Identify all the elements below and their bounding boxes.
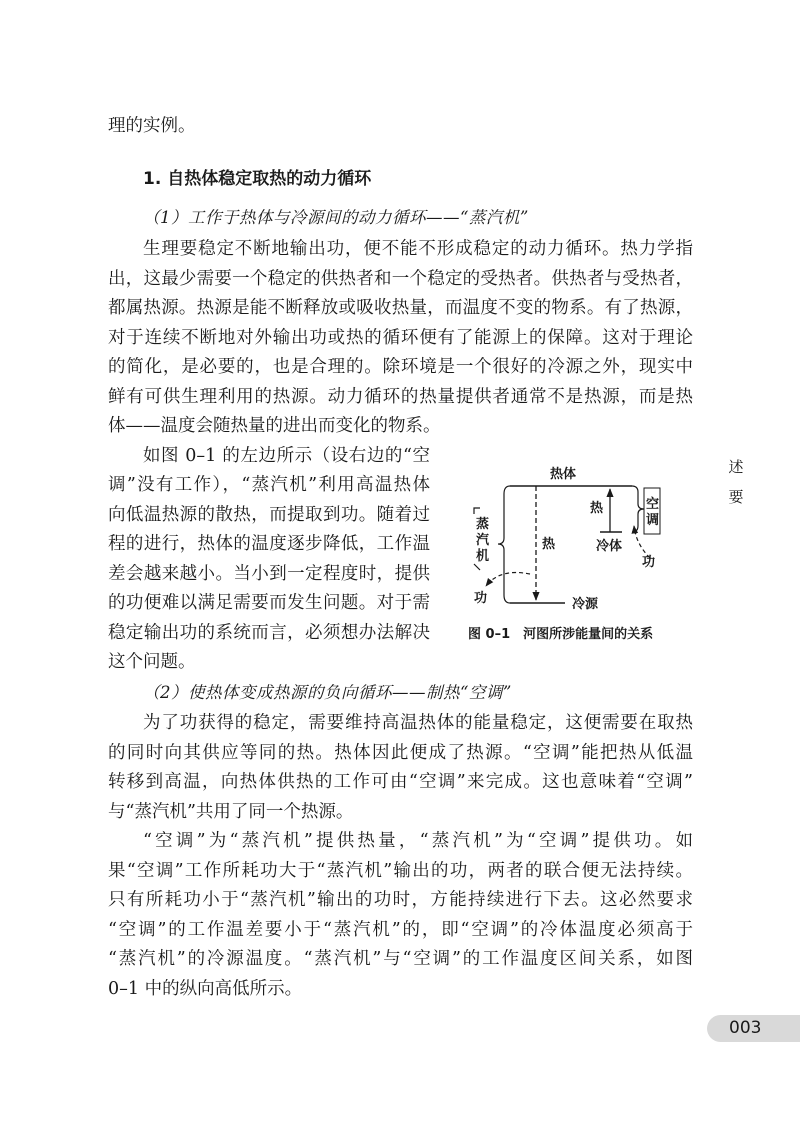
work-label-left: 功 (474, 591, 488, 606)
text-line: 如图 0–1 的左边所示（设右边的“空 (143, 446, 430, 466)
steam-engine-char: 汽 (476, 533, 490, 548)
figure-caption: 图 0–1 河图所涉能量间的关系 (468, 627, 654, 642)
page-number-tab (707, 1015, 800, 1042)
side-tab-char: 要 (728, 488, 744, 506)
ac-brace (632, 486, 644, 532)
steam-engine-char: 蒸 (476, 517, 490, 532)
section-heading: 1. 自热体稳定取热的动力循环 (143, 169, 372, 189)
heat-label: 热 (542, 537, 556, 552)
text-line: 鲜有可供生理利用的热源。动力循环的热量提供者通常不是热源，而是热 (108, 387, 693, 407)
text-line: 体——温度会随热量的进出而变化的物系。 (108, 416, 441, 436)
work-arrow (486, 573, 530, 587)
text-line: 调”没有工作），“蒸汽机”利用高温热体 (108, 475, 430, 495)
text-line: “蒸汽机”的冷源温度。“蒸汽机”与“空调”的工作温度区间关系，如图 (108, 949, 693, 969)
text-line: 与“蒸汽机”共用了同一个热源。 (108, 802, 354, 822)
text-line: 的功便难以满足需要而发生问题。对于需 (108, 593, 430, 613)
steam-engine-brace (498, 486, 510, 603)
text-line: 生理要稳定不断地输出功，便不能不形成稳定的动力循环。热力学指 (143, 239, 693, 259)
text-line: “空调”为“蒸汽机”提供热量，“蒸汽机”为“空调”提供功。如 (143, 831, 693, 851)
text-line: 差会越来越小。当小到一定程度时，提供 (108, 564, 430, 584)
text-line: 这个问题。 (108, 652, 196, 672)
text-line: 程的进行，热体的温度逐步降低，工作温 (108, 534, 430, 554)
hot-body-label: 热体 (550, 467, 577, 482)
text-line: 的同时向其供应等同的热。热体因此便成了热源。“空调”能把热从低温 (108, 743, 693, 763)
text-line: 对于连续不断地对外输出功或热的循环便有了能源上的保障。这对于理论 (108, 328, 693, 348)
subsection-title-1: （1）工作于热体与冷源间的动力循环——“蒸汽机” (143, 208, 529, 227)
text-line: 向低温热源的散热，而提取到功。随着过 (108, 505, 430, 525)
steam-engine-char: 机 (476, 549, 490, 564)
side-tab-char: 述 (728, 458, 744, 476)
ac-char: 调 (646, 513, 660, 528)
ac-heat-label: 热 (590, 501, 604, 516)
text-line: 只有所耗功小于“蒸汽机”输出的功时，方能持续进行下去。这必然要求 (108, 890, 693, 910)
text-line: 出，这最少需要一个稳定的供热者和一个稳定的受热者。供热者与受热者， (108, 269, 693, 289)
page-number: 003 (729, 1018, 762, 1038)
text-line: 果“空调”工作所耗功大于“蒸汽机”输出的功，两者的联合便无法持续。 (108, 861, 693, 881)
text-line: 0–1 中的纵向高低所示。 (108, 979, 303, 999)
text-line: 为了功获得的稳定，需要维持高温热体的能量稳定，这便需要在取热 (143, 713, 693, 733)
subsection-title-2: （2）使热体变成热源的负向循环——制热“空调” (143, 683, 512, 702)
text-line: 理的实例。 (108, 116, 196, 136)
text-line: 的简化，是必要的，也是合理的。除环境是一个很好的冷源之外，现实中 (108, 357, 693, 377)
text-line: 都属热源。热源是能不断释放或吸收热量，而温度不变的物系。有了热源， (108, 298, 693, 318)
ac-char: 空 (646, 497, 660, 512)
text-line: “空调”的工作温差要小于“蒸汽机”的，即“空调”的冷体温度必须高于 (108, 920, 693, 940)
work-label-right: 功 (642, 555, 656, 570)
text-line: 转移到高温，向热体供热的工作可由“空调”来完成。这也意味着“空调” (108, 772, 693, 792)
cold-body-label: 冷体 (596, 539, 623, 554)
text-line: 稳定输出功的系统而言，必须想办法解决 (108, 623, 430, 643)
cold-source-label: 冷源 (572, 597, 599, 612)
energy-relation-diagram (460, 462, 680, 622)
